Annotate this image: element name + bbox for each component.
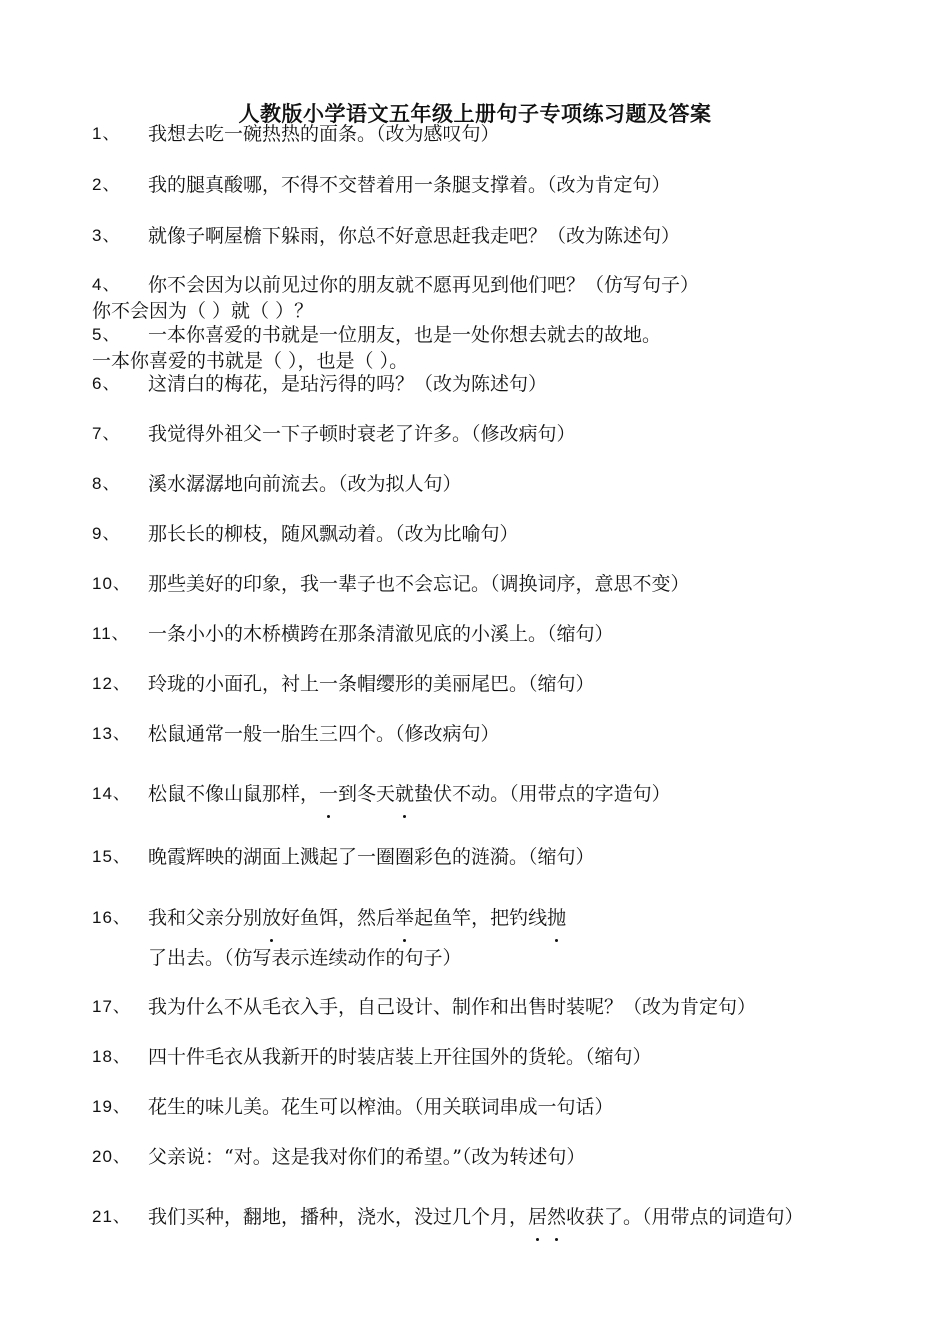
question-number: 17、: [92, 997, 131, 1016]
dotted-character: 然: [547, 1197, 566, 1237]
question-text: 你不会因为以前见过你的朋友就不愿再见到他们吧？（仿写句子）: [148, 274, 700, 296]
question-number: 10、: [92, 574, 131, 593]
question-text: 松鼠不像山鼠那样，一到冬天就蛰伏不动。（用带点的字造句）: [148, 774, 671, 814]
page-title: 人教版小学语文五年级上册句子专项练习题及答案: [238, 101, 712, 126]
question-text: 一条小小的木桥横跨在那条清澈见底的小溪上。（缩句）: [148, 623, 614, 645]
dotted-character: 一: [319, 774, 338, 814]
question-number: 3、: [92, 226, 121, 245]
question-text: 这清白的梅花，是玷污得的吗？（改为陈述句）: [148, 373, 548, 395]
dotted-character: 居: [528, 1197, 547, 1237]
question-number: 5、: [92, 325, 121, 344]
question-number: 19、: [92, 1097, 131, 1116]
question-text: 我们买种，翻地，播种，浇水，没过几个月，居然收获了。（用带点的词造句）: [148, 1197, 804, 1237]
question-number: 14、: [92, 784, 131, 803]
dotted-character: 举: [395, 898, 414, 938]
question-number: 12、: [92, 674, 131, 693]
question-text: 松鼠通常一般一胎生三四个。（修改病句）: [148, 723, 500, 745]
question-number: 15、: [92, 847, 131, 866]
fill-in-blank-line: 一本你喜爱的书就是（ ），也是（ ）。: [92, 350, 409, 372]
question-text: 我想去吃一碗热热的面条。（改为感叹句）: [148, 123, 500, 145]
question-text: 晚霞辉映的湖面上溅起了一圈圈彩色的涟漪。（缩句）: [148, 846, 595, 868]
question-number: 21、: [92, 1207, 131, 1226]
question-number: 16、: [92, 908, 131, 927]
question-text: 那长长的柳枝，随风飘动着。（改为比喻句）: [148, 523, 519, 545]
dotted-character: 放: [262, 898, 281, 938]
question-text: 花生的味儿美。花生可以榨油。（用关联词串成一句话）: [148, 1096, 614, 1118]
question-text: 就像子啊屋檐下躲雨，你总不好意思赶我走吧？（改为陈述句）: [148, 225, 681, 247]
question-number: 9、: [92, 524, 121, 543]
question-number: 11、: [92, 624, 130, 643]
question-text: 我和父亲分别放好鱼饵，然后举起鱼竿，把钓线抛了出去。（仿写表示连续动作的句子）: [148, 898, 878, 978]
question-number: 6、: [92, 374, 121, 393]
question-text: 父亲说：“对。这是我对你们的希望。”（改为转述句）: [148, 1146, 586, 1168]
question-number: 1、: [92, 124, 121, 143]
question-number: 13、: [92, 724, 131, 743]
question-text: 那些美好的印象，我一辈子也不会忘记。（调换词序，意思不变）: [148, 573, 690, 595]
question-text: 一本你喜爱的书就是一位朋友，也是一处你想去就去的故地。: [148, 324, 662, 346]
question-number: 4、: [92, 275, 121, 294]
question-text: 溪水潺潺地向前流去。（改为拟人句）: [148, 473, 462, 495]
question-number: 20、: [92, 1147, 131, 1166]
dotted-character: 抛: [547, 898, 566, 938]
fill-in-blank-line: 你不会因为（ ）就（ ）？: [92, 300, 314, 322]
question-text: 四十件毛衣从我新开的时装店装上开往国外的货轮。（缩句）: [148, 1046, 652, 1068]
question-text: 我觉得外祖父一下子顿时衰老了许多。（修改病句）: [148, 423, 576, 445]
dotted-character: 就: [395, 774, 414, 814]
question-number: 8、: [92, 474, 121, 493]
question-number: 18、: [92, 1047, 131, 1066]
question-text: 玲珑的小面孔，衬上一条帽缨形的美丽尾巴。（缩句）: [148, 673, 595, 695]
question-number: 7、: [92, 424, 121, 443]
question-number: 2、: [92, 175, 121, 194]
question-text: 我为什么不从毛衣入手，自己设计、制作和出售时装呢？（改为肯定句）: [148, 996, 757, 1018]
question-text: 我的腿真酸哪，不得不交替着用一条腿支撑着。（改为肯定句）: [148, 174, 671, 196]
